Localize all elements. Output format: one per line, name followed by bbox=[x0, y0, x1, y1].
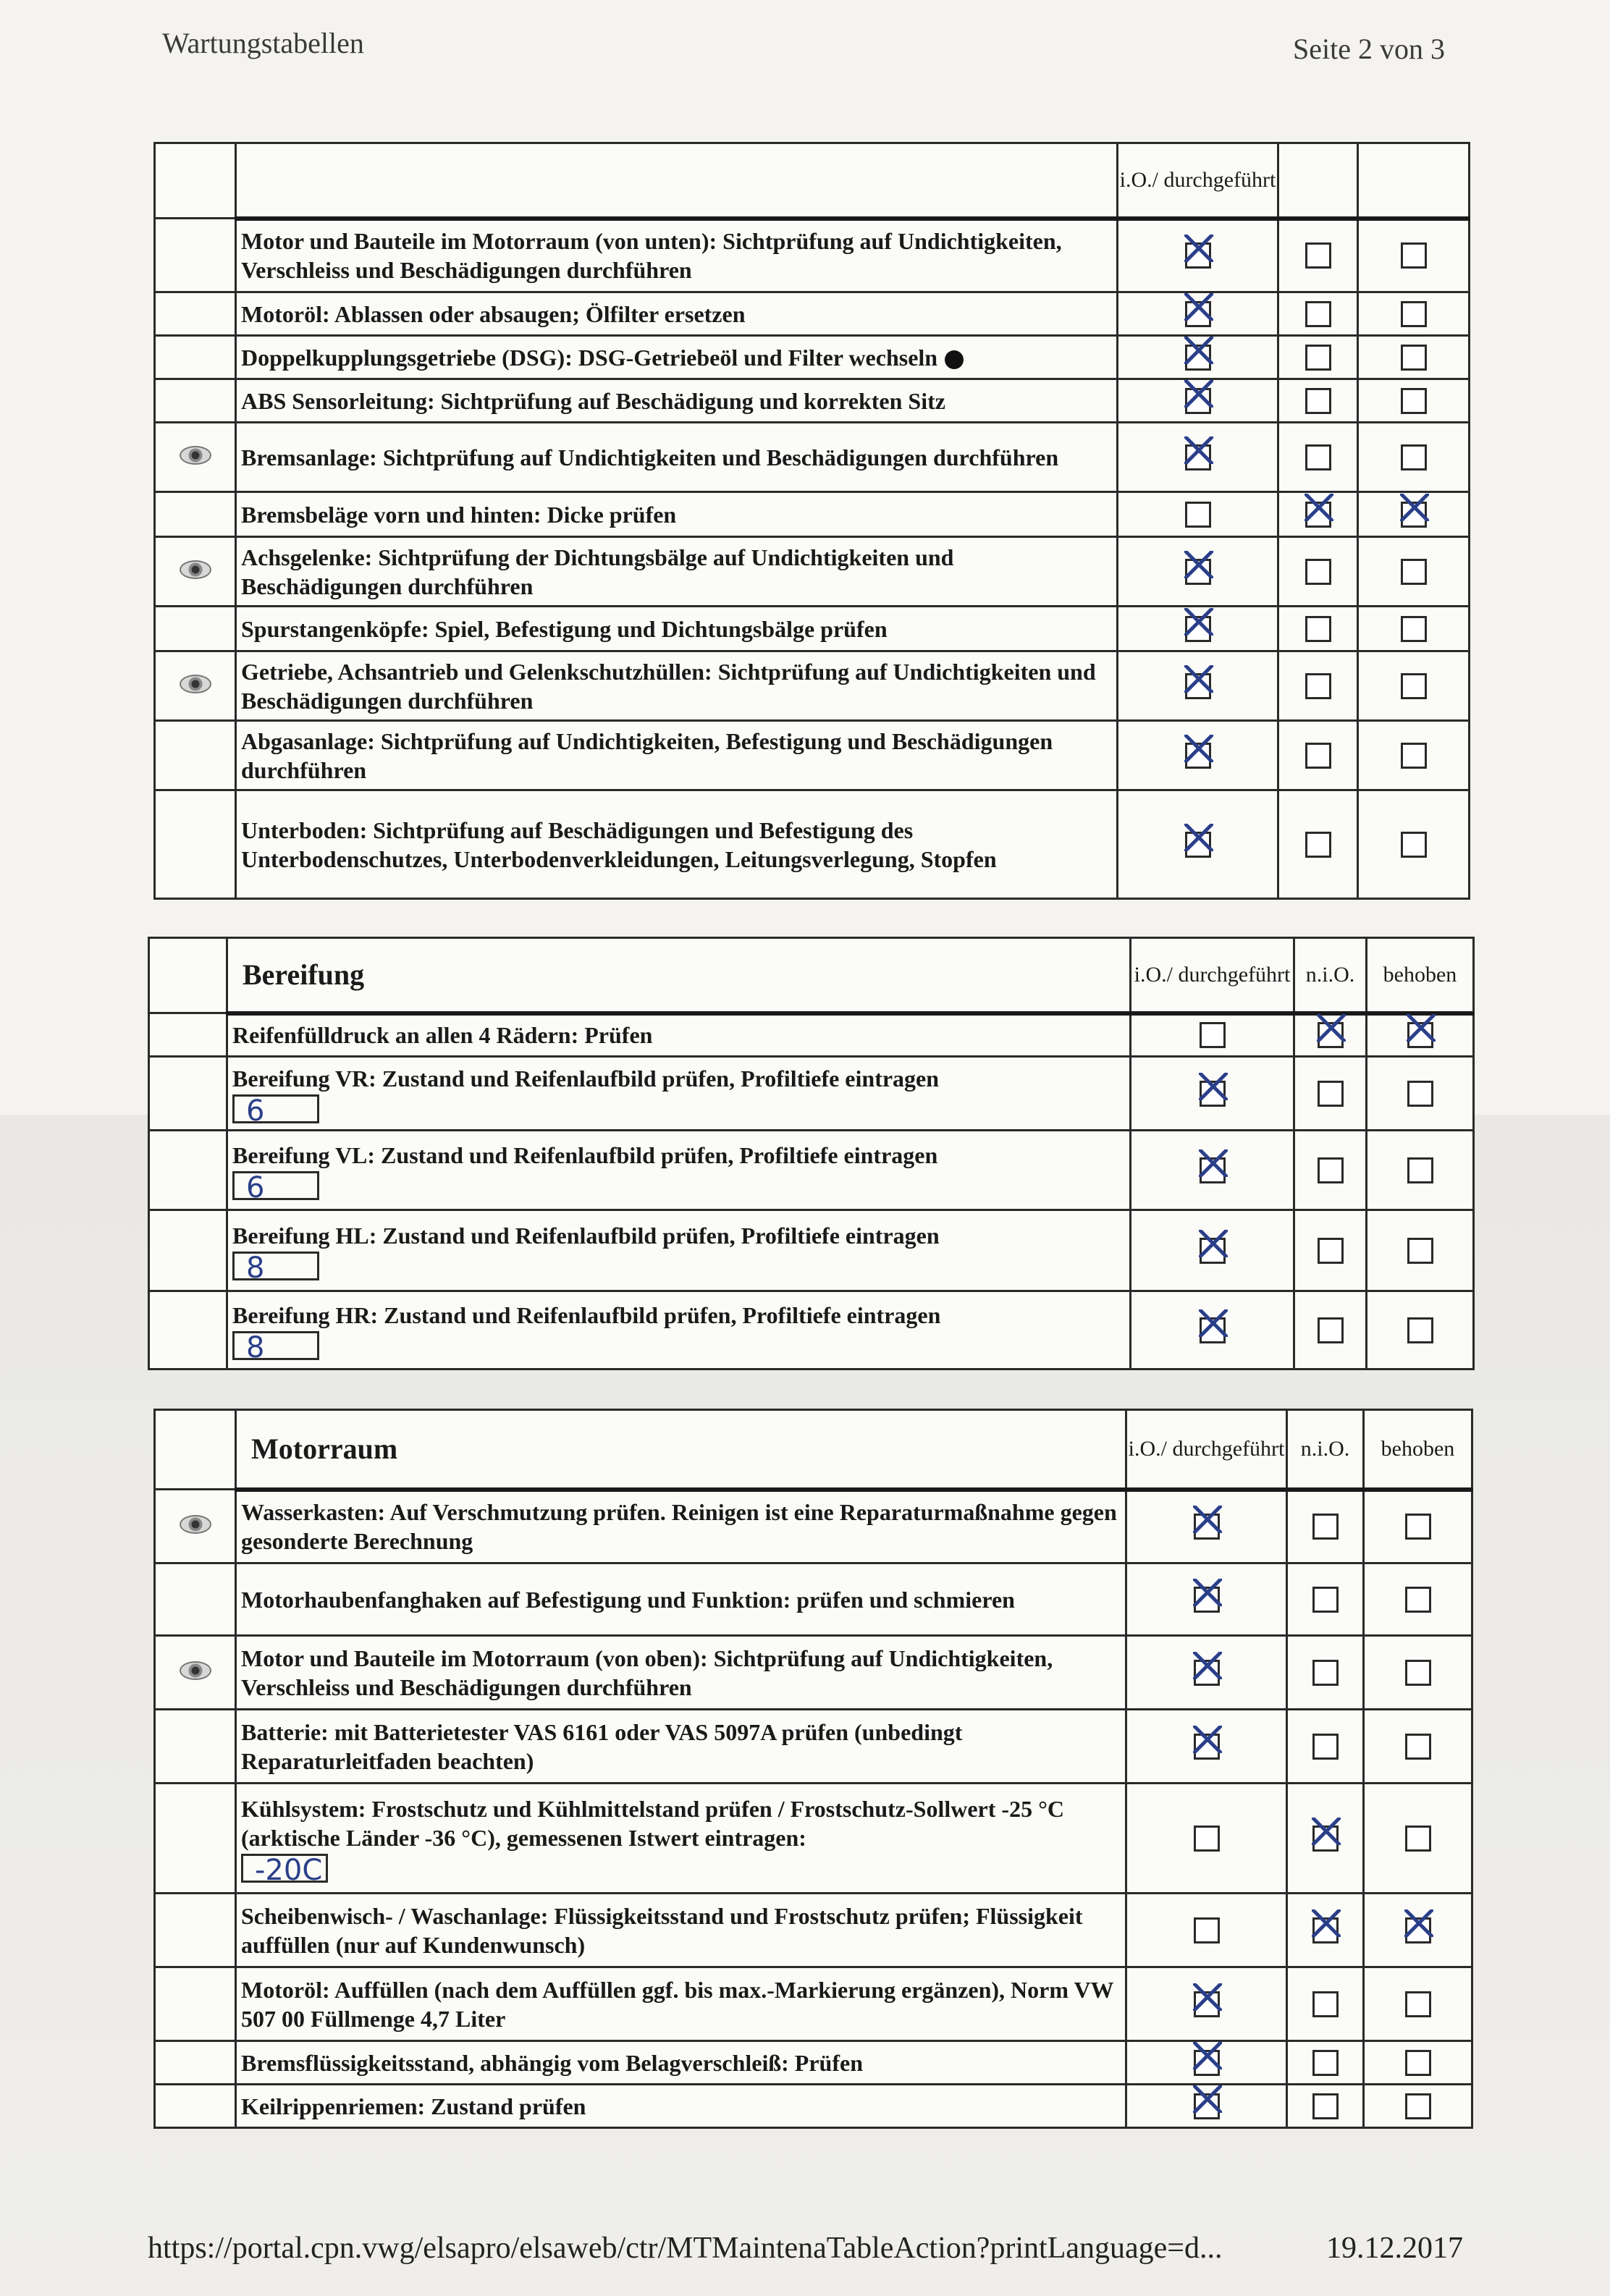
row-icon-cell bbox=[155, 2041, 236, 2085]
row-description: Batterie: mit Batterietester VAS 6161 oder VAS 5097A prüfen (unbedingt Reparaturleitfaden beachten) bbox=[241, 1718, 963, 1774]
checkbox-cell-nio bbox=[1294, 1057, 1367, 1131]
table-row bbox=[149, 1210, 1474, 1291]
checkbox-cell-io bbox=[1118, 336, 1278, 379]
checkbox-io[interactable] bbox=[1185, 301, 1211, 327]
checkbox-behoben[interactable] bbox=[1405, 1734, 1431, 1760]
checkbox-nio[interactable] bbox=[1305, 616, 1331, 642]
row-description: Motor und Bauteile im Motorraum (von unten): Sichtprüfung auf Undichtigkeiten, Verschleiss und Beschädigungen durchführen bbox=[241, 228, 1062, 284]
table-row bbox=[155, 1636, 1472, 1710]
checkbox-cell-io bbox=[1126, 1490, 1287, 1563]
row-description: Keilrippenriemen: Zustand prüfen bbox=[241, 2093, 586, 2119]
checkbox-nio[interactable] bbox=[1305, 301, 1331, 327]
column-header-behoben: behoben bbox=[1367, 938, 1474, 1013]
checkbox-behoben[interactable] bbox=[1405, 1514, 1431, 1540]
checkbox-cell-behoben bbox=[1367, 1057, 1474, 1131]
checkbox-behoben[interactable] bbox=[1405, 1991, 1431, 2017]
table-row bbox=[155, 1894, 1472, 1967]
eye-icon bbox=[180, 1661, 211, 1680]
checkbox-cell-behoben bbox=[1358, 379, 1470, 423]
checkbox-behoben[interactable] bbox=[1401, 559, 1427, 585]
checkbox-io[interactable] bbox=[1185, 345, 1211, 371]
checkbox-cell-io bbox=[1118, 790, 1278, 899]
row-description: Bremsanlage: Sichtprüfung auf Undichtigkeiten und Beschädigungen durchführen bbox=[241, 444, 1059, 470]
checkbox-io[interactable] bbox=[1185, 832, 1211, 858]
checkbox-behoben[interactable] bbox=[1401, 743, 1427, 769]
row-description: Bereifung HL: Zustand und Reifenlaufbild prüfen, Profiltiefe eintragen bbox=[232, 1222, 940, 1249]
table-row bbox=[155, 292, 1470, 336]
footer bbox=[148, 2231, 1463, 2266]
bullet-dot-icon bbox=[945, 350, 964, 369]
row-description-cell bbox=[236, 492, 1118, 537]
eye-icon bbox=[180, 675, 211, 693]
checkbox-io[interactable] bbox=[1185, 559, 1211, 585]
checkbox-nio[interactable] bbox=[1305, 444, 1331, 470]
checkbox-cell-nio bbox=[1278, 651, 1358, 721]
row-description: Reifenfülldruck an allen 4 Rädern: Prüfen bbox=[232, 1022, 653, 1049]
checkbox-cell-nio bbox=[1287, 2085, 1364, 2128]
row-description: Bereifung VL: Zustand und Reifenlaufbild prüfen, Profiltiefe eintragen bbox=[232, 1141, 938, 1168]
row-description: Motoröl: Auffüllen (nach dem Auffüllen ggf. bis max.-Markierung ergänzen), Norm VW 507 00 Füllmenge 4,7 Liter bbox=[241, 1976, 1113, 2032]
column-header-nio: n.i.O. bbox=[1294, 938, 1367, 1013]
checkbox-behoben[interactable] bbox=[1401, 832, 1427, 858]
checkbox-cell-behoben bbox=[1367, 1013, 1474, 1057]
checkbox-behoben[interactable] bbox=[1407, 1081, 1433, 1107]
header-spacer bbox=[155, 143, 236, 219]
checkbox-cell-nio bbox=[1278, 379, 1358, 423]
row-description-cell bbox=[236, 1563, 1126, 1636]
checkbox-nio[interactable] bbox=[1312, 1587, 1339, 1613]
row-description-cell bbox=[236, 292, 1118, 336]
checkbox-cell-behoben bbox=[1358, 537, 1470, 607]
checkbox-cell-behoben bbox=[1364, 1967, 1472, 2041]
checkbox-cell-io bbox=[1126, 1967, 1287, 2041]
checkbox-io[interactable] bbox=[1200, 1022, 1226, 1048]
row-icon-cell bbox=[149, 1131, 227, 1210]
table-row bbox=[149, 1291, 1474, 1369]
row-description: Motorhaubenfanghaken auf Befestigung und Funktion: prüfen und schmieren bbox=[241, 1586, 1015, 1613]
table-row bbox=[155, 2041, 1472, 2085]
table-row bbox=[155, 1710, 1472, 1784]
row-icon-cell bbox=[155, 219, 236, 292]
checkbox-io[interactable] bbox=[1194, 1826, 1220, 1852]
checkbox-cell-nio bbox=[1294, 1131, 1367, 1210]
checkbox-nio[interactable] bbox=[1312, 2093, 1339, 2119]
table-row bbox=[155, 492, 1470, 537]
row-description-cell bbox=[236, 721, 1118, 790]
checkbox-io[interactable] bbox=[1194, 2093, 1220, 2119]
checkbox-nio[interactable] bbox=[1305, 242, 1331, 269]
checkbox-nio[interactable] bbox=[1318, 1317, 1344, 1343]
row-description: Doppelkupplungsgetriebe (DSG): DSG-Getriebeöl und Filter wechseln bbox=[241, 344, 938, 371]
checkbox-nio[interactable] bbox=[1305, 388, 1331, 414]
checkbox-cell-behoben bbox=[1364, 1636, 1472, 1710]
checkbox-cell-behoben bbox=[1358, 790, 1470, 899]
checkbox-io[interactable] bbox=[1194, 1514, 1220, 1540]
checkbox-io[interactable] bbox=[1185, 242, 1211, 269]
checkbox-nio[interactable] bbox=[1305, 673, 1331, 699]
checkbox-cell-io bbox=[1118, 492, 1278, 537]
entered-value-field[interactable]: -20C bbox=[241, 1854, 328, 1883]
checkbox-io[interactable] bbox=[1185, 743, 1211, 769]
row-description: Motoröl: Ablassen oder absaugen; Ölfilter ersetzen bbox=[241, 300, 746, 327]
checkbox-cell-behoben bbox=[1364, 2041, 1472, 2085]
row-description-cell bbox=[236, 1710, 1126, 1784]
row-icon-cell bbox=[155, 2085, 236, 2128]
section-table-motorraum bbox=[153, 1409, 1473, 2129]
checkbox-behoben[interactable] bbox=[1405, 1917, 1431, 1943]
checkbox-io[interactable] bbox=[1194, 1734, 1220, 1760]
checkbox-cell-io bbox=[1118, 607, 1278, 651]
checkbox-cell-behoben bbox=[1358, 423, 1470, 492]
row-description-cell bbox=[236, 336, 1118, 379]
row-description: Achsgelenke: Sichtprüfung der Dichtungsbälge auf Undichtigkeiten und Beschädigungen durchführen bbox=[241, 544, 954, 599]
table-row bbox=[155, 336, 1470, 379]
row-icon-cell bbox=[155, 1710, 236, 1784]
column-header-behoben: behoben bbox=[1364, 1410, 1472, 1490]
row-description-cell bbox=[236, 790, 1118, 899]
checkbox-behoben[interactable] bbox=[1401, 673, 1427, 699]
row-description-cell bbox=[236, 379, 1118, 423]
checkbox-cell-nio bbox=[1287, 1967, 1364, 2041]
row-icon-cell bbox=[155, 492, 236, 537]
checkbox-behoben[interactable] bbox=[1405, 1587, 1431, 1613]
row-description-cell bbox=[236, 1784, 1126, 1894]
table-row bbox=[155, 537, 1470, 607]
checkbox-cell-io bbox=[1118, 721, 1278, 790]
checkbox-cell-io bbox=[1118, 423, 1278, 492]
checkbox-behoben[interactable] bbox=[1405, 2093, 1431, 2119]
table-row bbox=[155, 379, 1470, 423]
checkbox-cell-behoben bbox=[1364, 2085, 1472, 2128]
checkbox-io[interactable] bbox=[1185, 616, 1211, 642]
row-icon-cell bbox=[155, 790, 236, 899]
table-row bbox=[155, 651, 1470, 721]
table-row bbox=[155, 721, 1470, 790]
row-description-cell bbox=[236, 537, 1118, 607]
checkbox-cell-nio bbox=[1294, 1291, 1367, 1369]
table-row bbox=[155, 219, 1470, 292]
section-title: Motorraum bbox=[236, 1410, 1126, 1490]
checkbox-behoben[interactable] bbox=[1407, 1238, 1433, 1264]
table-row bbox=[149, 1057, 1474, 1131]
row-description: Kühlsystem: Frostschutz und Kühlmittelstand prüfen / Frostschutz-Sollwert -25 °C (arktische Länder -36 °C), gemessenen Istwert eintragen: bbox=[241, 1795, 1064, 1851]
checkbox-io[interactable] bbox=[1194, 1917, 1220, 1943]
checkbox-cell-nio bbox=[1278, 219, 1358, 292]
checkbox-io[interactable] bbox=[1200, 1081, 1226, 1107]
checkbox-behoben[interactable] bbox=[1401, 345, 1427, 371]
column-header-nio: n.i.O. bbox=[1287, 1410, 1364, 1490]
table-row bbox=[155, 1490, 1472, 1563]
checkbox-cell-io bbox=[1118, 537, 1278, 607]
row-description: Bereifung VR: Zustand und Reifenlaufbild prüfen, Profiltiefe eintragen bbox=[232, 1065, 940, 1092]
row-description-cell bbox=[227, 1057, 1131, 1131]
checkbox-cell-nio bbox=[1278, 292, 1358, 336]
checkbox-io[interactable] bbox=[1185, 502, 1211, 528]
eye-icon bbox=[180, 446, 211, 465]
entered-value-field[interactable]: 6 bbox=[232, 1094, 319, 1123]
row-icon-cell bbox=[155, 1490, 236, 1563]
row-icon-cell bbox=[155, 292, 236, 336]
section-title: Bereifung bbox=[227, 938, 1131, 1013]
checkbox-cell-nio bbox=[1278, 423, 1358, 492]
row-description: Bremsflüssigkeitsstand, abhängig vom Belagverschleiß: Prüfen bbox=[241, 2049, 863, 2076]
checkbox-cell-io bbox=[1126, 2041, 1287, 2085]
checkbox-nio[interactable] bbox=[1312, 1826, 1339, 1852]
checkbox-io[interactable] bbox=[1200, 1157, 1226, 1183]
checkbox-cell-io bbox=[1118, 219, 1278, 292]
table-row bbox=[155, 423, 1470, 492]
row-description: Spurstangenköpfe: Spiel, Befestigung und Dichtungsbälge prüfen bbox=[241, 615, 888, 642]
row-description-cell bbox=[227, 1131, 1131, 1210]
checkbox-cell-io bbox=[1126, 1894, 1287, 1967]
checkbox-behoben[interactable] bbox=[1407, 1157, 1433, 1183]
checkbox-behoben[interactable] bbox=[1401, 242, 1427, 269]
row-description-cell bbox=[227, 1210, 1131, 1291]
checkbox-nio[interactable] bbox=[1318, 1081, 1344, 1107]
checkbox-cell-nio bbox=[1278, 790, 1358, 899]
checkbox-cell-io bbox=[1131, 1013, 1294, 1057]
checkbox-cell-io bbox=[1131, 1210, 1294, 1291]
checkbox-cell-behoben bbox=[1364, 1563, 1472, 1636]
section-title bbox=[236, 143, 1118, 219]
row-icon-cell bbox=[155, 721, 236, 790]
header-spacer bbox=[149, 938, 227, 1013]
table-row bbox=[149, 1131, 1474, 1210]
table-row bbox=[155, 790, 1470, 899]
checkbox-nio[interactable] bbox=[1312, 1734, 1339, 1760]
row-description-cell bbox=[236, 607, 1118, 651]
checkbox-cell-behoben bbox=[1358, 607, 1470, 651]
checkbox-cell-nio bbox=[1278, 537, 1358, 607]
checkbox-cell-nio bbox=[1278, 336, 1358, 379]
checkbox-behoben[interactable] bbox=[1401, 502, 1427, 528]
checkbox-io[interactable] bbox=[1200, 1238, 1226, 1264]
checkbox-cell-nio bbox=[1278, 607, 1358, 651]
checkbox-cell-behoben bbox=[1358, 219, 1470, 292]
checkbox-cell-io bbox=[1131, 1057, 1294, 1131]
checkbox-cell-io bbox=[1118, 292, 1278, 336]
row-description: Abgasanlage: Sichtprüfung auf Undichtigkeiten, Befestigung und Beschädigungen durchführen bbox=[241, 727, 1053, 783]
row-icon-cell bbox=[155, 1636, 236, 1710]
checkbox-behoben[interactable] bbox=[1401, 301, 1427, 327]
checkbox-cell-behoben bbox=[1358, 651, 1470, 721]
checkbox-nio[interactable] bbox=[1312, 1917, 1339, 1943]
checkbox-cell-behoben bbox=[1367, 1291, 1474, 1369]
table-row bbox=[155, 1563, 1472, 1636]
checkbox-cell-behoben bbox=[1367, 1210, 1474, 1291]
checkbox-cell-behoben bbox=[1367, 1131, 1474, 1210]
eye-icon bbox=[180, 560, 211, 579]
row-description-cell bbox=[236, 423, 1118, 492]
checkbox-io[interactable] bbox=[1194, 1991, 1220, 2017]
page-number: Seite 2 von 3 bbox=[1293, 33, 1445, 65]
checkbox-cell-behoben bbox=[1358, 336, 1470, 379]
checkbox-behoben[interactable] bbox=[1401, 444, 1427, 470]
checkbox-cell-io bbox=[1126, 1710, 1287, 1784]
footer-date: 19.12.2017 bbox=[1326, 2232, 1463, 2265]
checkbox-cell-nio bbox=[1287, 1710, 1364, 1784]
column-header-nio bbox=[1278, 143, 1358, 219]
checkbox-cell-io bbox=[1126, 1636, 1287, 1710]
column-header-io: i.O./ durchgeführt bbox=[1126, 1410, 1287, 1490]
column-header-io: i.O./ durchgeführt bbox=[1131, 938, 1294, 1013]
row-description: Getriebe, Achsantrieb und Gelenkschutzhüllen: Sichtprüfung auf Undichtigkeiten und Beschädigungen durchführen bbox=[241, 658, 1096, 714]
row-icon-cell bbox=[149, 1291, 227, 1369]
column-header-behoben bbox=[1358, 143, 1470, 219]
table-row bbox=[155, 2085, 1472, 2128]
checkbox-cell-behoben bbox=[1364, 1894, 1472, 1967]
checkbox-cell-behoben bbox=[1358, 292, 1470, 336]
checkbox-cell-io bbox=[1126, 1784, 1287, 1894]
row-description: Bereifung HR: Zustand und Reifenlaufbild prüfen, Profiltiefe eintragen bbox=[232, 1301, 941, 1328]
row-icon-cell bbox=[155, 1967, 236, 2041]
checkbox-cell-behoben bbox=[1364, 1784, 1472, 1894]
checkbox-behoben[interactable] bbox=[1405, 1660, 1431, 1686]
row-description-cell bbox=[236, 651, 1118, 721]
table-row bbox=[155, 1784, 1472, 1894]
section-table-unterseite bbox=[153, 142, 1470, 900]
checkbox-nio[interactable] bbox=[1312, 2050, 1339, 2076]
checkbox-cell-io bbox=[1131, 1291, 1294, 1369]
row-icon-cell bbox=[155, 537, 236, 607]
row-icon-cell bbox=[155, 1784, 236, 1894]
checkbox-cell-nio bbox=[1287, 2041, 1364, 2085]
row-description-cell bbox=[236, 1967, 1126, 2041]
checkbox-nio[interactable] bbox=[1305, 502, 1331, 528]
checkbox-cell-nio bbox=[1287, 1636, 1364, 1710]
row-description-cell bbox=[236, 1636, 1126, 1710]
checkbox-cell-io bbox=[1118, 379, 1278, 423]
checkbox-cell-behoben bbox=[1358, 721, 1470, 790]
row-icon-cell bbox=[155, 1894, 236, 1967]
row-description-cell bbox=[236, 2085, 1126, 2128]
checkbox-cell-io bbox=[1126, 2085, 1287, 2128]
row-icon-cell bbox=[155, 336, 236, 379]
checkbox-cell-nio bbox=[1278, 721, 1358, 790]
checkbox-io[interactable] bbox=[1194, 1660, 1220, 1686]
checkbox-io[interactable] bbox=[1185, 388, 1211, 414]
checkbox-behoben[interactable] bbox=[1407, 1317, 1433, 1343]
checkbox-cell-behoben bbox=[1364, 1710, 1472, 1784]
checkbox-cell-nio bbox=[1294, 1013, 1367, 1057]
checkbox-nio[interactable] bbox=[1312, 1991, 1339, 2017]
checkbox-io[interactable] bbox=[1185, 444, 1211, 470]
row-description-cell bbox=[227, 1291, 1131, 1369]
section-table-bereifung bbox=[148, 937, 1475, 1370]
document-title: Wartungstabellen bbox=[162, 27, 364, 59]
checkbox-cell-nio bbox=[1278, 492, 1358, 537]
row-description: Unterboden: Sichtprüfung auf Beschädigungen und Befestigung des Unterbodenschutzes, Unterbodenverkleidungen, Leitungsverlegung, Stopfen bbox=[241, 816, 997, 872]
entered-value-field[interactable]: 8 bbox=[232, 1252, 319, 1280]
checkbox-cell-io bbox=[1131, 1131, 1294, 1210]
checkbox-io[interactable] bbox=[1185, 673, 1211, 699]
column-header-io: i.O./ durchgeführt bbox=[1118, 143, 1278, 219]
checkbox-io[interactable] bbox=[1194, 2050, 1220, 2076]
table-row bbox=[149, 1013, 1474, 1057]
row-description: Bremsbeläge vorn und hinten: Dicke prüfen bbox=[241, 501, 677, 528]
row-description-cell bbox=[227, 1013, 1131, 1057]
table-row bbox=[155, 607, 1470, 651]
checkbox-nio[interactable] bbox=[1312, 1514, 1339, 1540]
checkbox-behoben[interactable] bbox=[1407, 1022, 1433, 1048]
checkbox-cell-nio bbox=[1287, 1784, 1364, 1894]
checkbox-io[interactable] bbox=[1200, 1317, 1226, 1343]
checkbox-nio[interactable] bbox=[1312, 1660, 1339, 1686]
checkbox-behoben[interactable] bbox=[1405, 1826, 1431, 1852]
row-icon-cell bbox=[155, 651, 236, 721]
row-description: ABS Sensorleitung: Sichtprüfung auf Beschädigung und korrekten Sitz bbox=[241, 387, 945, 414]
row-icon-cell bbox=[149, 1013, 227, 1057]
row-icon-cell bbox=[149, 1057, 227, 1131]
checkbox-cell-io bbox=[1126, 1563, 1287, 1636]
checkbox-behoben[interactable] bbox=[1401, 616, 1427, 642]
table-row bbox=[155, 1967, 1472, 2041]
checkbox-nio[interactable] bbox=[1305, 559, 1331, 585]
row-description-cell bbox=[236, 1894, 1126, 1967]
entered-value-field[interactable]: 6 bbox=[232, 1171, 319, 1200]
entered-value-field[interactable]: 8 bbox=[232, 1331, 319, 1360]
row-description-cell bbox=[236, 1490, 1126, 1563]
checkbox-nio[interactable] bbox=[1318, 1238, 1344, 1264]
checkbox-cell-behoben bbox=[1364, 1490, 1472, 1563]
checkbox-nio[interactable] bbox=[1318, 1157, 1344, 1183]
checkbox-cell-io bbox=[1118, 651, 1278, 721]
checkbox-cell-nio bbox=[1287, 1490, 1364, 1563]
footer-url[interactable]: https://portal.cpn.vwg/elsapro/elsaweb/ctr/MTMaintenaTableAction?printLanguage=d... bbox=[148, 2232, 1223, 2265]
checkbox-nio[interactable] bbox=[1305, 832, 1331, 858]
row-icon-cell bbox=[155, 1563, 236, 1636]
row-description-cell bbox=[236, 219, 1118, 292]
checkbox-cell-nio bbox=[1287, 1563, 1364, 1636]
row-icon-cell bbox=[149, 1210, 227, 1291]
row-description: Scheibenwisch- / Waschanlage: Flüssigkeitsstand und Frostschutz prüfen; Flüssigkeit auffüllen (nur auf Kundenwunsch) bbox=[241, 1902, 1083, 1958]
checkbox-behoben[interactable] bbox=[1405, 2050, 1431, 2076]
checkbox-cell-behoben bbox=[1358, 492, 1470, 537]
checkbox-behoben[interactable] bbox=[1401, 388, 1427, 414]
checkbox-nio[interactable] bbox=[1318, 1022, 1344, 1048]
row-icon-cell bbox=[155, 607, 236, 651]
checkbox-cell-nio bbox=[1287, 1894, 1364, 1967]
header-spacer bbox=[155, 1410, 236, 1490]
eye-icon bbox=[180, 1515, 211, 1534]
row-description: Wasserkasten: Auf Verschmutzung prüfen. Reinigen ist eine Reparaturmaßnahme gegen gesonderte Berechnung bbox=[241, 1499, 1117, 1555]
row-icon-cell bbox=[155, 423, 236, 492]
row-description: Motor und Bauteile im Motorraum (von oben): Sichtprüfung auf Undichtigkeiten, Verschleiss und Beschädigungen durchführen bbox=[241, 1645, 1053, 1700]
checkbox-cell-nio bbox=[1294, 1210, 1367, 1291]
checkbox-io[interactable] bbox=[1194, 1587, 1220, 1613]
row-icon-cell bbox=[155, 379, 236, 423]
checkbox-nio[interactable] bbox=[1305, 345, 1331, 371]
row-description-cell bbox=[236, 2041, 1126, 2085]
checkbox-nio[interactable] bbox=[1305, 743, 1331, 769]
